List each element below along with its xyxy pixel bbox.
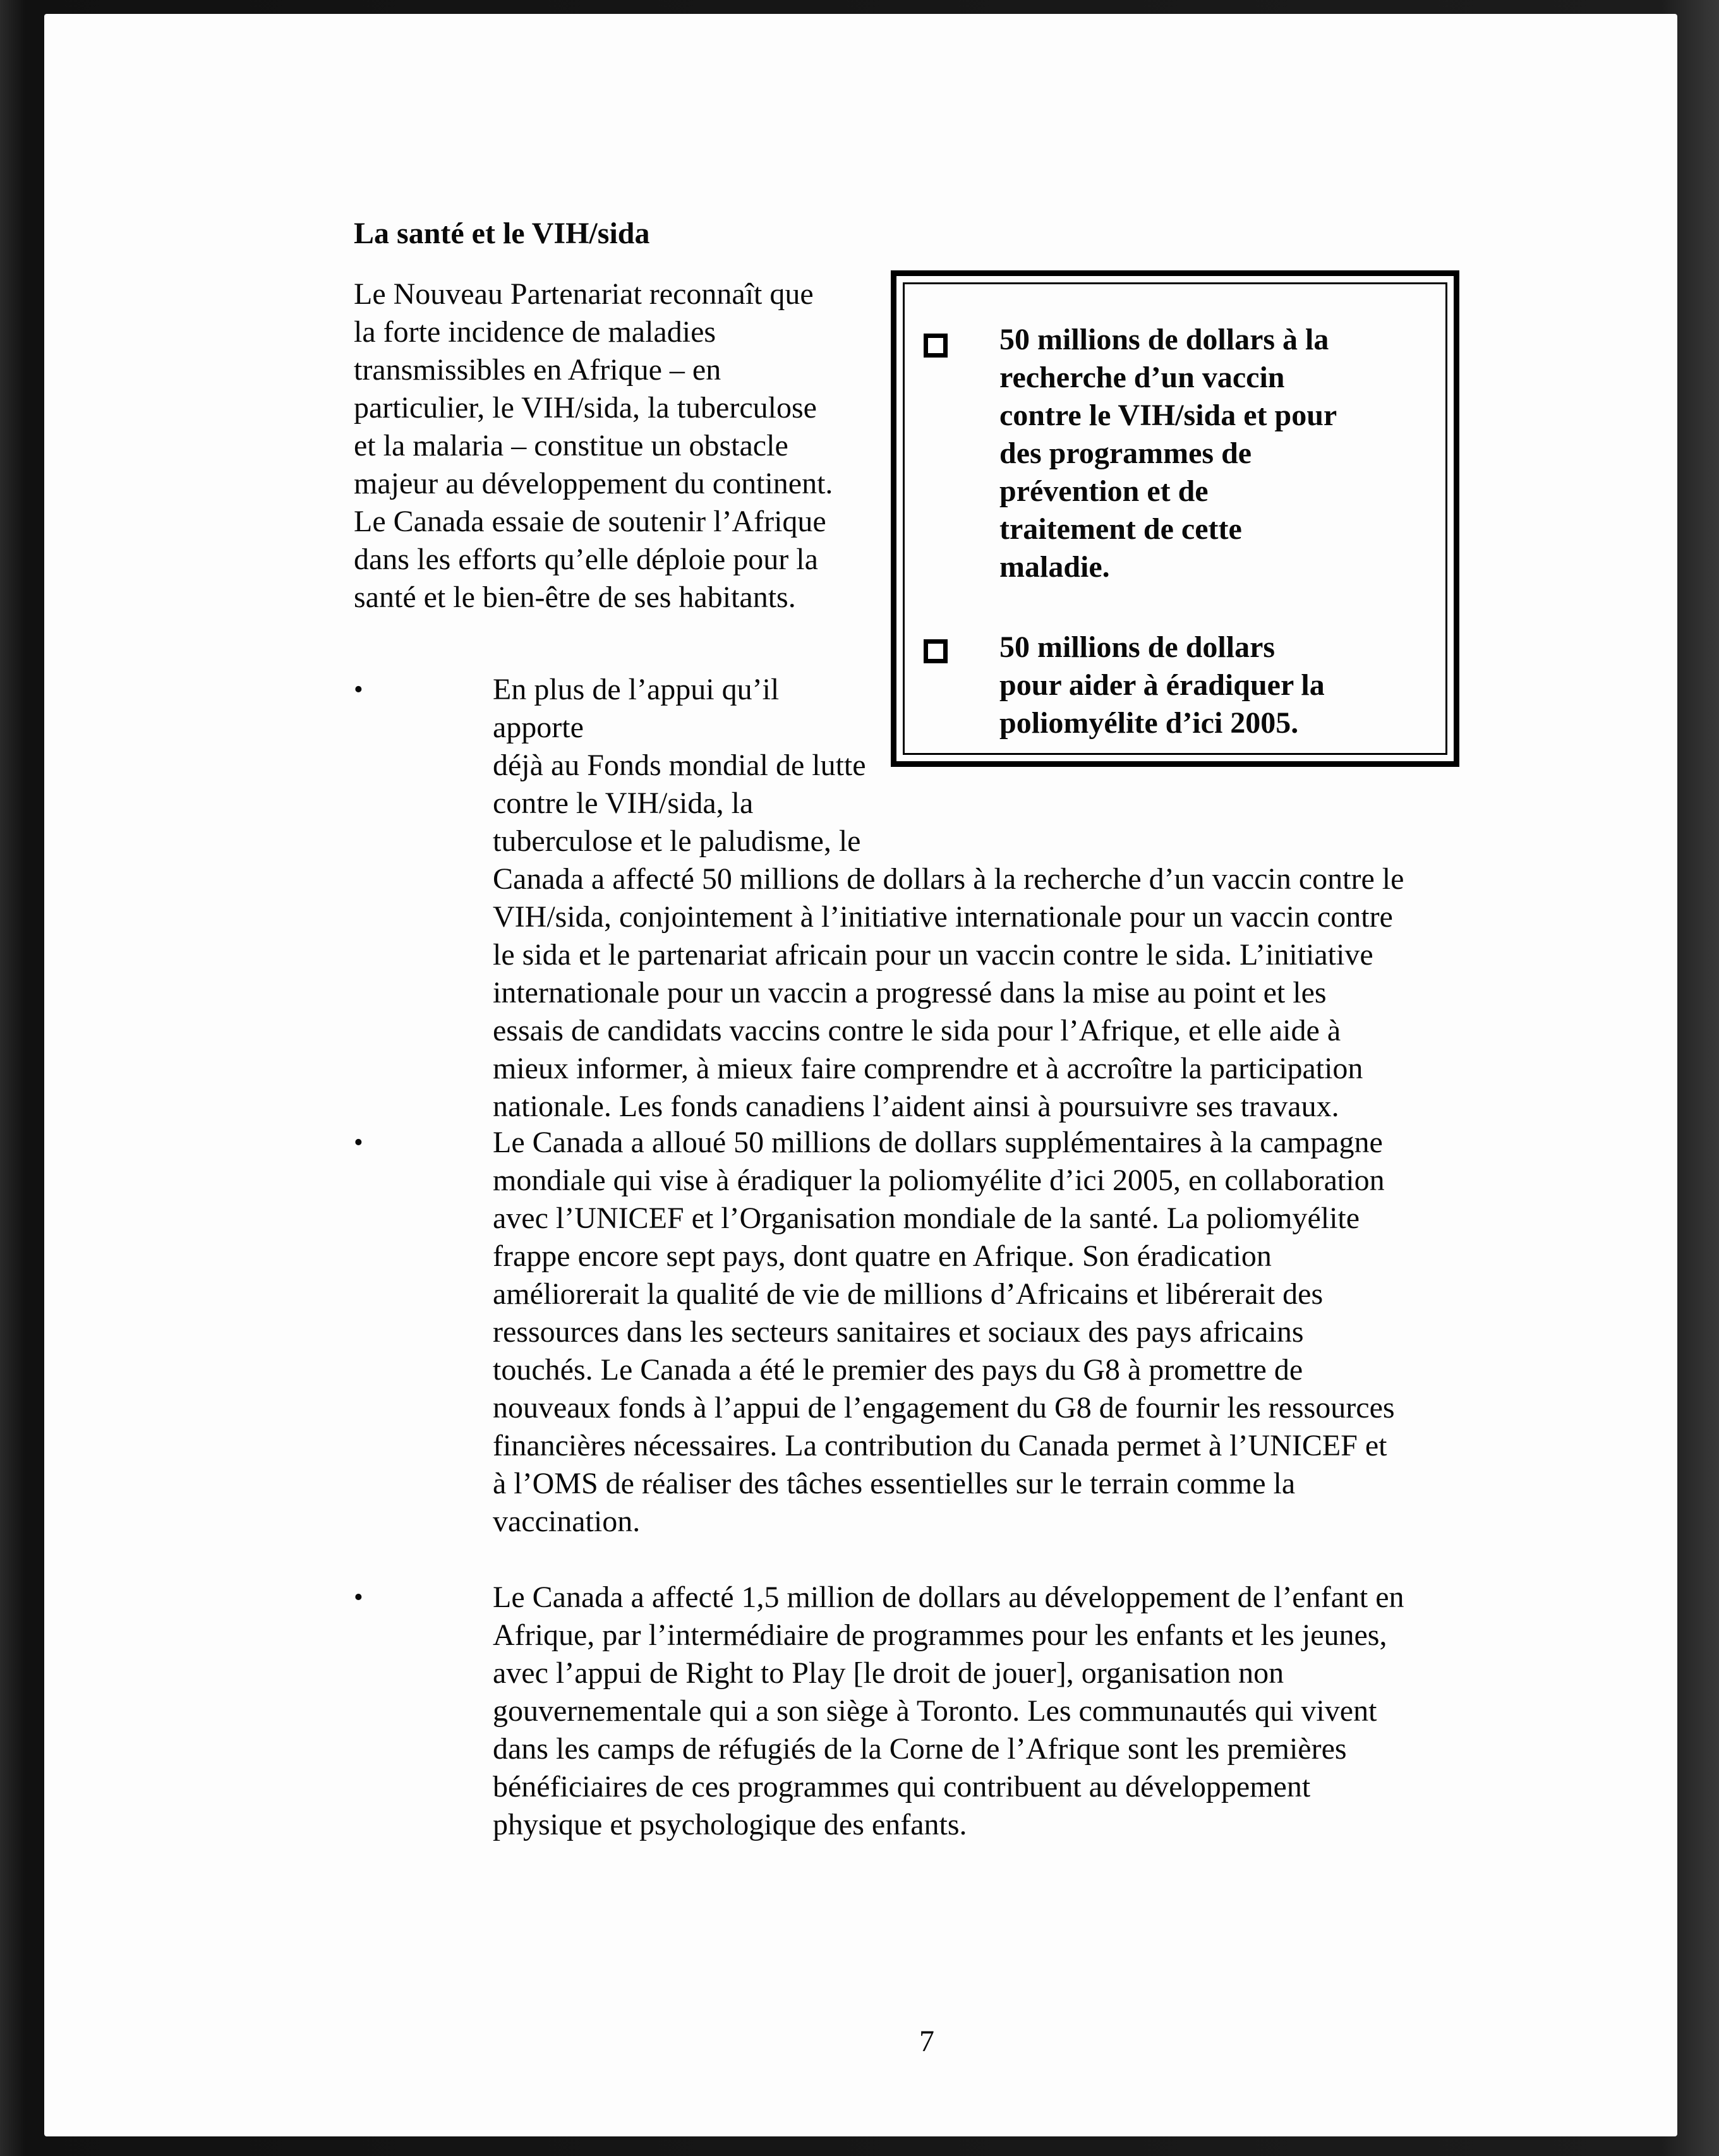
paragraph-line: touchés. Le Canada a été le premier des pays du G8 à promettre de: [493, 1353, 1303, 1387]
intro-line: et la malaria – constitue un obstacle: [354, 429, 788, 462]
paragraph-line: contre le VIH/sida, la: [493, 786, 754, 820]
paragraph-line: essais de candidats vaccins contre le sida pour l’Afrique, et elle aide à: [493, 1014, 1341, 1047]
highlight-line: poliomyélite d’ici 2005.: [999, 706, 1299, 740]
square-bullet-icon: [924, 639, 948, 663]
bullet-item-polio-campaign: [354, 1124, 1554, 1541]
bullet-icon: •: [354, 1583, 363, 1612]
intro-paragraph: [354, 275, 922, 617]
highlight-line: pour aider à éradiquer la: [999, 668, 1325, 702]
highlight-line: contre le VIH/sida et pour: [999, 399, 1337, 432]
bullet-paragraph: [493, 1579, 1516, 1844]
intro-line: transmissibles en Afrique – en: [354, 353, 721, 387]
square-bullet-icon: [924, 334, 948, 358]
paragraph-line: nationale. Les fonds canadiens l’aident ainsi à poursuivre ses travaux.: [493, 1090, 1339, 1123]
paragraph-line: nouveaux fonds à l’appui de l’engagement du G8 de fournir les ressources: [493, 1391, 1395, 1424]
bullet-paragraph: [493, 1124, 1516, 1541]
bullet-item-vaccine-research: [354, 671, 1554, 1123]
paragraph-line: bénéficiaires de ces programmes qui contribuent au développement: [493, 1770, 1311, 1804]
bullet-icon: •: [354, 675, 363, 704]
bullet-item-child-development: [354, 1579, 1554, 1844]
bullet-icon: •: [354, 1128, 363, 1157]
highlight-line: maladie.: [999, 550, 1110, 584]
highlight-line: prévention et de: [999, 474, 1209, 508]
highlight-line: des programmes de: [999, 437, 1252, 470]
paragraph-line: avec l’appui de Right to Play [le droit de jouer], organisation non: [493, 1656, 1284, 1690]
highlight-line: 50 millions de dollars: [999, 630, 1276, 664]
intro-line: particulier, le VIH/sida, la tuberculose: [354, 391, 817, 425]
paragraph-line: mondiale qui vise à éradiquer la poliomyélite d’ici 2005, en collaboration: [493, 1164, 1385, 1197]
paragraph-line: Afrique, par l’intermédiaire de programmes pour les enfants et les jeunes,: [493, 1618, 1387, 1652]
intro-line: Le Nouveau Partenariat reconnaît que: [354, 277, 814, 311]
paragraph-line: à l’OMS de réaliser des tâches essentielles sur le terrain comme la: [493, 1467, 1296, 1500]
paragraph-line: tuberculose et le paludisme, le: [493, 824, 861, 858]
section-heading: La santé et le VIH/sida: [354, 217, 650, 250]
paragraph-line: Le Canada a affecté 1,5 million de dollars au développement de l’enfant en: [493, 1581, 1404, 1614]
intro-line: majeur au développement du continent.: [354, 467, 833, 500]
paragraph-line: frappe encore sept pays, dont quatre en Afrique. Son éradication: [493, 1239, 1272, 1273]
paragraph-line: dans les camps de réfugiés de la Corne de l’Afrique sont les premières: [493, 1732, 1347, 1766]
paragraph-line: physique et psychologique des enfants.: [493, 1808, 967, 1841]
paragraph-line: le sida et le partenariat africain pour un vaccin contre le sida. L’initiative: [493, 938, 1373, 972]
intro-line: Le Canada essaie de soutenir l’Afrique: [354, 505, 826, 538]
paragraph-line: améliorerait la qualité de vie de millions d’Africains et libérerait des: [493, 1277, 1324, 1311]
bullet-paragraph: [493, 671, 1504, 1126]
highlight-line: traitement de cette: [999, 512, 1242, 546]
paragraph-line: Le Canada a alloué 50 millions de dollars supplémentaires à la campagne: [493, 1126, 1383, 1159]
paragraph-line: internationale pour un vaccin a progressé dans la mise au point et les: [493, 976, 1327, 1009]
document-page: [44, 14, 1677, 2136]
intro-line: la forte incidence de maladies: [354, 315, 716, 349]
highlight-item-vaccine: [999, 321, 1378, 586]
paragraph-line: déjà au Fonds mondial de lutte: [493, 749, 866, 782]
paragraph-line: mieux informer, à mieux faire comprendre et à accroître la participation: [493, 1052, 1363, 1085]
highlight-line: recherche d’un vaccin: [999, 361, 1285, 394]
paragraph-line: vaccination.: [493, 1505, 641, 1538]
page-number: 7: [919, 2025, 934, 2058]
highlight-line: 50 millions de dollars à la: [999, 323, 1329, 356]
paragraph-line: financières nécessaires. La contribution du Canada permet à l’UNICEF et: [493, 1429, 1387, 1462]
paragraph-line: avec l’UNICEF et l’Organisation mondiale de la santé. La poliomyélite: [493, 1201, 1360, 1235]
paragraph-line: En plus de l’appui qu’il apporte: [493, 673, 780, 744]
intro-line: santé et le bien-être de ses habitants.: [354, 581, 796, 614]
intro-line: dans les efforts qu’elle déploie pour la: [354, 543, 818, 576]
paragraph-line: ressources dans les secteurs sanitaires et sociaux des pays africains: [493, 1315, 1304, 1349]
paragraph-line: gouvernementale qui a son siège à Toronto. Les communautés qui vivent: [493, 1694, 1377, 1728]
paragraph-line: VIH/sida, conjointement à l’initiative internationale pour un vaccin contre: [493, 900, 1393, 934]
paragraph-line: Canada a affecté 50 millions de dollars à la recherche d’un vaccin contre le: [493, 862, 1404, 896]
